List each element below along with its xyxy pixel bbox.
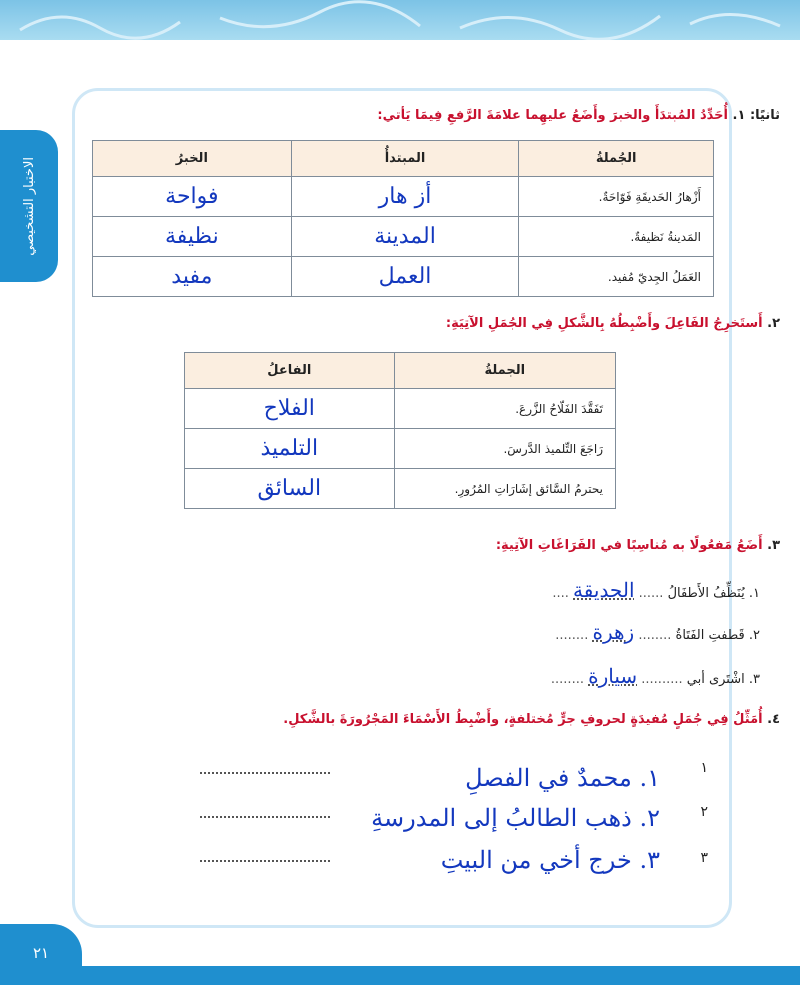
q4-item-number: ٢. <box>639 804 660 832</box>
q4-item-number: ٣. <box>639 846 660 874</box>
q1-header-predicate: الخبرُ <box>93 141 292 177</box>
q2-sentence: رَاجَعَ التِّلميذ الدَّرسَ. <box>394 429 615 469</box>
q4-item-marker: ٣ <box>700 850 708 866</box>
q1-predicate-answer: فواحة <box>93 177 292 217</box>
q4-item <box>0 760 800 800</box>
q2-sentence: يحترمُ السَّائق إشَارَاتِ المُرُورِ. <box>394 469 615 509</box>
q3-title <box>496 538 780 553</box>
table-row <box>93 177 714 217</box>
q1-number: ١. <box>732 108 746 123</box>
q3-item-number: ١. <box>748 586 760 601</box>
q3-item-number: ٢. <box>748 628 760 643</box>
side-tab <box>0 130 58 282</box>
q2-title <box>446 316 780 331</box>
table-row <box>185 389 616 429</box>
q3-item <box>555 620 760 644</box>
q3-dots: .... <box>552 586 569 601</box>
q2-sentence: تَفَقَّدَ الفَلّاحُ الزَّرعَ. <box>394 389 615 429</box>
side-tab-label: الاختبار التشخيصي <box>21 156 37 256</box>
q1-title <box>377 108 780 123</box>
q1-instruction: أُحَدِّدُ المُبتدَأَ والخبرَ وأَضَعُ عليهِما علامَةَ الرَّفعِ فِيمَا يَأتي: <box>377 108 729 123</box>
q2-agent-answer: السائق <box>185 469 395 509</box>
q4-item-answer: خرج أخي من البيتِ <box>440 846 632 874</box>
q3-number: ٣. <box>767 538 780 553</box>
q4-item <box>0 804 800 844</box>
header-decoration-band <box>0 0 800 40</box>
q4-item <box>0 846 800 886</box>
q4-item-marker: ٢ <box>700 804 708 820</box>
q3-item <box>551 664 760 688</box>
q2-agent-answer: التلميذ <box>185 429 395 469</box>
q3-answer: الحديقة <box>573 578 635 602</box>
q1-header-subject: المبتدأُ <box>291 141 519 177</box>
table-row <box>185 469 616 509</box>
q4-item-number: ١. <box>639 764 660 792</box>
q1-header-sentence: الجُملةُ <box>519 141 714 177</box>
q1-predicate-answer: مفيد <box>93 257 292 297</box>
q4-instruction: أُمَثِّلُ فِي جُمَلٍ مُفيدَةٍ لحروفِ جرٍّ مُختلفةٍ، وأَضْبِطُ الأَسْمَاءَ المَجْرُورَةَ بالشَّكلِ. <box>283 712 763 727</box>
q3-item-text: قَطفتِ الفَتَاةُ <box>675 628 745 643</box>
q4-dotted-line <box>200 860 330 862</box>
q3-answer: زهرة <box>592 620 635 644</box>
q4-item-answer: ذهب الطالبُ إلى المدرسةِ <box>371 804 632 832</box>
q3-answer: سيارة <box>588 664 638 688</box>
footer-band <box>0 924 800 985</box>
page-number-badge <box>0 924 82 982</box>
q1-subject-answer: العمل <box>291 257 519 297</box>
q4-item-sentence <box>465 764 660 792</box>
q3-dots: .......... <box>641 672 683 687</box>
q1-sentence: المَدينةُ نَظيفةٌ. <box>519 217 714 257</box>
q3-item-text: اشْتَرى أبي <box>686 672 745 687</box>
q2-agent-answer: الفلاح <box>185 389 395 429</box>
q3-item-number: ٣. <box>748 672 760 687</box>
q3-item <box>552 578 760 602</box>
q4-item-sentence <box>371 804 660 832</box>
q1-header-row <box>93 141 714 177</box>
q2-header-agent: الفاعلُ <box>185 353 395 389</box>
q3-dots: ........ <box>555 628 589 643</box>
q1-subject-answer: المدينة <box>291 217 519 257</box>
q4-number: ٤. <box>767 712 780 727</box>
q4-item-sentence <box>441 846 660 874</box>
q1-subject-answer: أز هار <box>291 177 519 217</box>
calligraphy-pattern <box>0 0 800 40</box>
q3-instruction: أَضَعُ مَفعُولًا به مُناسِبًا في الفَرَاغَاتِ الآتِيةِ: <box>495 538 763 553</box>
q3-dots: ........ <box>638 628 672 643</box>
q4-dotted-line <box>200 772 330 774</box>
q3-dots: ...... <box>638 586 664 601</box>
table-row <box>185 429 616 469</box>
q2-header-row <box>185 353 616 389</box>
footer-strip <box>0 966 800 985</box>
page-number: ٢١ <box>32 944 50 962</box>
q3-dots: ........ <box>550 672 584 687</box>
q2-table <box>184 352 616 509</box>
q2-instruction: أَستَخرِجُ الفَاعِلَ وأَضْبِطُهُ بِالشَّكلِ فِي الجُمَلِ الآتِيَةِ: <box>445 316 763 331</box>
q1-sentence: العَمَلُ الجِديّ مُفيد. <box>519 257 714 297</box>
section-prefix: ثانيًا: <box>749 108 780 123</box>
q1-predicate-answer: نظيفة <box>93 217 292 257</box>
q4-title <box>283 712 780 727</box>
q4-dotted-line <box>200 816 330 818</box>
q1-table <box>92 140 714 297</box>
q1-sentence: أَزْهارُ الحَديقَةِ فَوّاحَةٌ. <box>519 177 714 217</box>
q4-item-marker: ١ <box>700 760 708 776</box>
q2-number: ٢. <box>767 316 780 331</box>
q4-item-answer: محمدٌ في الفصلِ <box>465 764 632 792</box>
q3-item-text: يُنَظِّفُ الأَطفَالُ <box>667 586 745 601</box>
q2-header-sentence: الجملةُ <box>394 353 615 389</box>
table-row <box>93 257 714 297</box>
table-row <box>93 217 714 257</box>
